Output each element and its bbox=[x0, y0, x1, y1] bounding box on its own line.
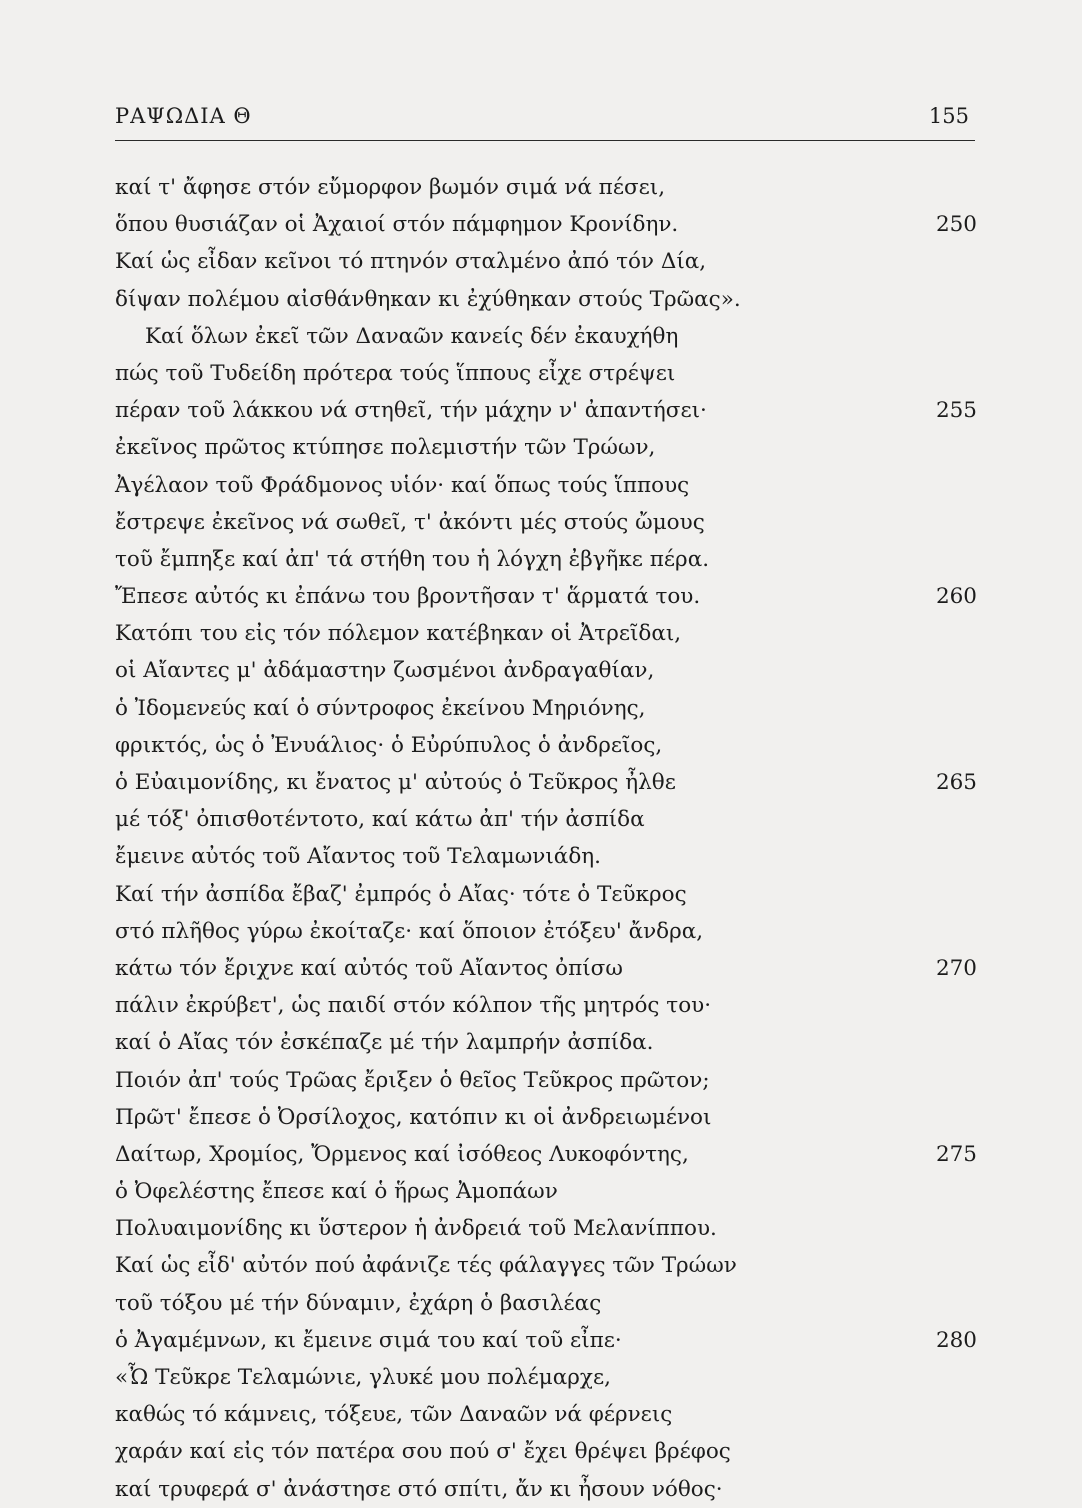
verse-text: Καί ὡς εἶδαν κεῖνοι τό πτηνόν σταλμένο ἀπό τόν Δία, bbox=[115, 249, 707, 275]
verse-line bbox=[115, 913, 977, 950]
verse-line bbox=[115, 764, 977, 801]
verse-text: τοῦ ἔμπηξε καί ἀπ' τά στήθη του ἡ λόγχη ἐβγῆκε πέρα. bbox=[115, 546, 710, 572]
verse-line bbox=[115, 504, 977, 541]
page-header bbox=[115, 104, 977, 144]
verse-line bbox=[115, 467, 977, 504]
verse-line bbox=[115, 1024, 977, 1061]
verse-line bbox=[115, 1471, 977, 1508]
verse-line bbox=[115, 1173, 977, 1210]
verse-line bbox=[115, 355, 977, 392]
verse-text: καί τρυφερά σ' ἀνάστησε στό σπίτι, ἄν κι ἦσουν νόθος· bbox=[115, 1476, 723, 1502]
verse-line bbox=[115, 1285, 977, 1322]
verse-number: 270 bbox=[935, 955, 977, 981]
verse-line bbox=[115, 281, 977, 318]
verse-text: «Ὦ Τεῦκρε Τελαμώνιε, γλυκέ μου πολέμαρχε, bbox=[115, 1365, 611, 1390]
verse-line bbox=[115, 318, 977, 355]
verse-line bbox=[115, 541, 977, 578]
verse-line bbox=[115, 1099, 977, 1136]
verse-text: ὁ Ὀφελέστης ἔπεσε καί ὁ ἥρως Ἀμοπάων bbox=[115, 1179, 558, 1205]
verse-number: 280 bbox=[935, 1327, 977, 1353]
verse-text: Ποιόν ἀπ' τούς Τρῶας ἔριξεν ὁ θεῖος Τεῦκρος πρῶτον; bbox=[115, 1067, 710, 1093]
verse-text: ὅπου θυσιάζαν οἱ Ἀχαιοί στόν πάμφημον Κρονίδην. bbox=[115, 212, 679, 238]
verse-text: ἔστρεψε ἐκεῖνος νά σωθεῖ, τ' ἀκόντι μές στούς ὤμους bbox=[115, 509, 705, 535]
verse-text: πάλιν ἐκρύβετ', ὡς παιδί στόν κόλπον τῆς μητρός του· bbox=[115, 993, 712, 1019]
verse-text: κάτω τόν ἔριχνε καί αὐτός τοῦ Αἴαντος ὀπίσω bbox=[115, 955, 623, 981]
verse-line bbox=[115, 1247, 977, 1284]
verse-text: ὁ Ἀγαμέμνων, κι ἔμεινε σιμά του καί τοῦ εἶπε· bbox=[115, 1327, 622, 1353]
verse-list bbox=[115, 169, 977, 1508]
verse-number: 265 bbox=[935, 770, 977, 795]
verse-line bbox=[115, 690, 977, 727]
verse-text: ὁ Ἰδομενεύς καί ὁ σύντροφος ἐκείνου Μηριόνης, bbox=[115, 695, 646, 721]
verse-number: 260 bbox=[935, 584, 977, 610]
verse-text: πώς τοῦ Τυδείδη πρότερα τούς ἵππους εἶχε στρέψει bbox=[115, 360, 676, 386]
verse-line bbox=[115, 1359, 977, 1396]
verse-line bbox=[115, 1322, 977, 1359]
verse-text: Δαίτωρ, Χρομίος, Ὄρμενος καί ἰσόθεος Λυκοφόντης, bbox=[115, 1141, 689, 1167]
verse-text: μέ τόξ' ὀπισθοτέντοτο, καί κάτω ἀπ' τήν ἀσπίδα bbox=[115, 807, 645, 833]
verse-text: ὁ Εὐαιμονίδης, κι ἔνατος μ' αὐτούς ὁ Τεῦκρος ἦλθε bbox=[115, 770, 676, 795]
verse-text: καί τ' ἄφησε στόν εὔμορφον βωμόν σιμά νά πέσει, bbox=[115, 175, 666, 200]
verse-number: 255 bbox=[935, 398, 977, 424]
verse-text: καί ὁ Αἴας τόν ἐσκέπαζε μέ τήν λαμπρήν ἀσπίδα. bbox=[115, 1030, 654, 1056]
verse-line bbox=[115, 801, 977, 838]
verse-text: καθώς τό κάμνεις, τόξευε, τῶν Δαναῶν νά φέρνεις bbox=[115, 1402, 673, 1428]
verse-text: φρικτός, ὡς ὁ Ἐνυάλιος· ὁ Εὐρύπυλος ὁ ἀνδρεῖος, bbox=[115, 732, 663, 758]
verse-number: 275 bbox=[935, 1141, 977, 1167]
verse-text: οἱ Αἴαντες μ' ἀδάμαστην ζωσμένοι ἀνδραγαθίαν, bbox=[115, 658, 655, 684]
verse-text: Καί τήν ἀσπίδα ἔβαζ' ἐμπρός ὁ Αἴας· τότε ὁ Τεῦκρος bbox=[115, 881, 687, 907]
header-rule bbox=[115, 140, 975, 141]
verse-line bbox=[115, 1210, 977, 1247]
verse-line bbox=[115, 1433, 977, 1470]
verse-line bbox=[115, 1062, 977, 1099]
page-number: 155 bbox=[928, 104, 969, 128]
verse-line bbox=[115, 838, 977, 875]
verse-text: χαράν καί εἰς τόν πατέρα σου πού σ' ἔχει θρέψει βρέφος bbox=[115, 1439, 731, 1465]
verse-line bbox=[115, 243, 977, 280]
verse-line bbox=[115, 578, 977, 615]
verse-line bbox=[115, 987, 977, 1024]
verse-text: ἔμεινε αὐτός τοῦ Αἴαντος τοῦ Τελαμωνιάδη. bbox=[115, 844, 601, 870]
verse-line bbox=[115, 876, 977, 913]
verse-text: Πρῶτ' ἔπεσε ὁ Ὀρσίλοχος, κατόπιν κι οἱ ἀνδρειωμένοι bbox=[115, 1104, 712, 1130]
verse-line bbox=[115, 1396, 977, 1433]
verse-text: στό πλῆθος γύρω ἐκοίταζε· καί ὅποιον ἐτόξευ' ἄνδρα, bbox=[115, 918, 704, 944]
running-head: ΡΑΨΩΔΙΑ Θ bbox=[115, 104, 252, 128]
verse-line bbox=[115, 615, 977, 652]
verse-line bbox=[115, 206, 977, 243]
verse-text: Πολυαιμονίδης κι ὕστερον ἡ ἀνδρειά τοῦ Μελανίππου. bbox=[115, 1216, 717, 1242]
verse-text: Καί ὅλων ἐκεῖ τῶν Δαναῶν κανείς δέν ἐκαυχήθη bbox=[145, 323, 679, 349]
verse-line bbox=[115, 429, 977, 466]
verse-text: Ἀγέλαον τοῦ Φράδμονος υἱόν· καί ὅπως τούς ἵππους bbox=[115, 472, 690, 498]
verse-text: Καί ὡς εἶδ' αὐτόν πού ἀφάνιζε τές φάλαγγες τῶν Τρώων bbox=[115, 1253, 737, 1279]
verse-number: 250 bbox=[935, 212, 977, 238]
verse-text: Κατόπι του εἰς τόν πόλεμον κατέβηκαν οἱ Ἀτρεῖδαι, bbox=[115, 621, 682, 647]
verse-line bbox=[115, 169, 977, 206]
verse-text: τοῦ τόξου μέ τήν δύναμιν, ἐχάρη ὁ βασιλέας bbox=[115, 1290, 602, 1316]
verse-text: δίψαν πολέμου αἰσθάνθηκαν κι ἐχύθηκαν στούς Τρῶας». bbox=[115, 286, 741, 312]
verse-line bbox=[115, 392, 977, 429]
verse-line bbox=[115, 652, 977, 689]
verse-text: πέραν τοῦ λάκκου νά στηθεῖ, τήν μάχην ν' ἀπαντήσει· bbox=[115, 398, 707, 424]
verse-line bbox=[115, 1136, 977, 1173]
verse-line bbox=[115, 727, 977, 764]
verse-text: Ἔπεσε αὐτός κι ἐπάνω του βροντῆσαν τ' ἅρματά του. bbox=[115, 584, 701, 610]
verse-text: ἐκεῖνος πρῶτος κτύπησε πολεμιστήν τῶν Τρώων, bbox=[115, 435, 656, 461]
verse-line bbox=[115, 950, 977, 987]
